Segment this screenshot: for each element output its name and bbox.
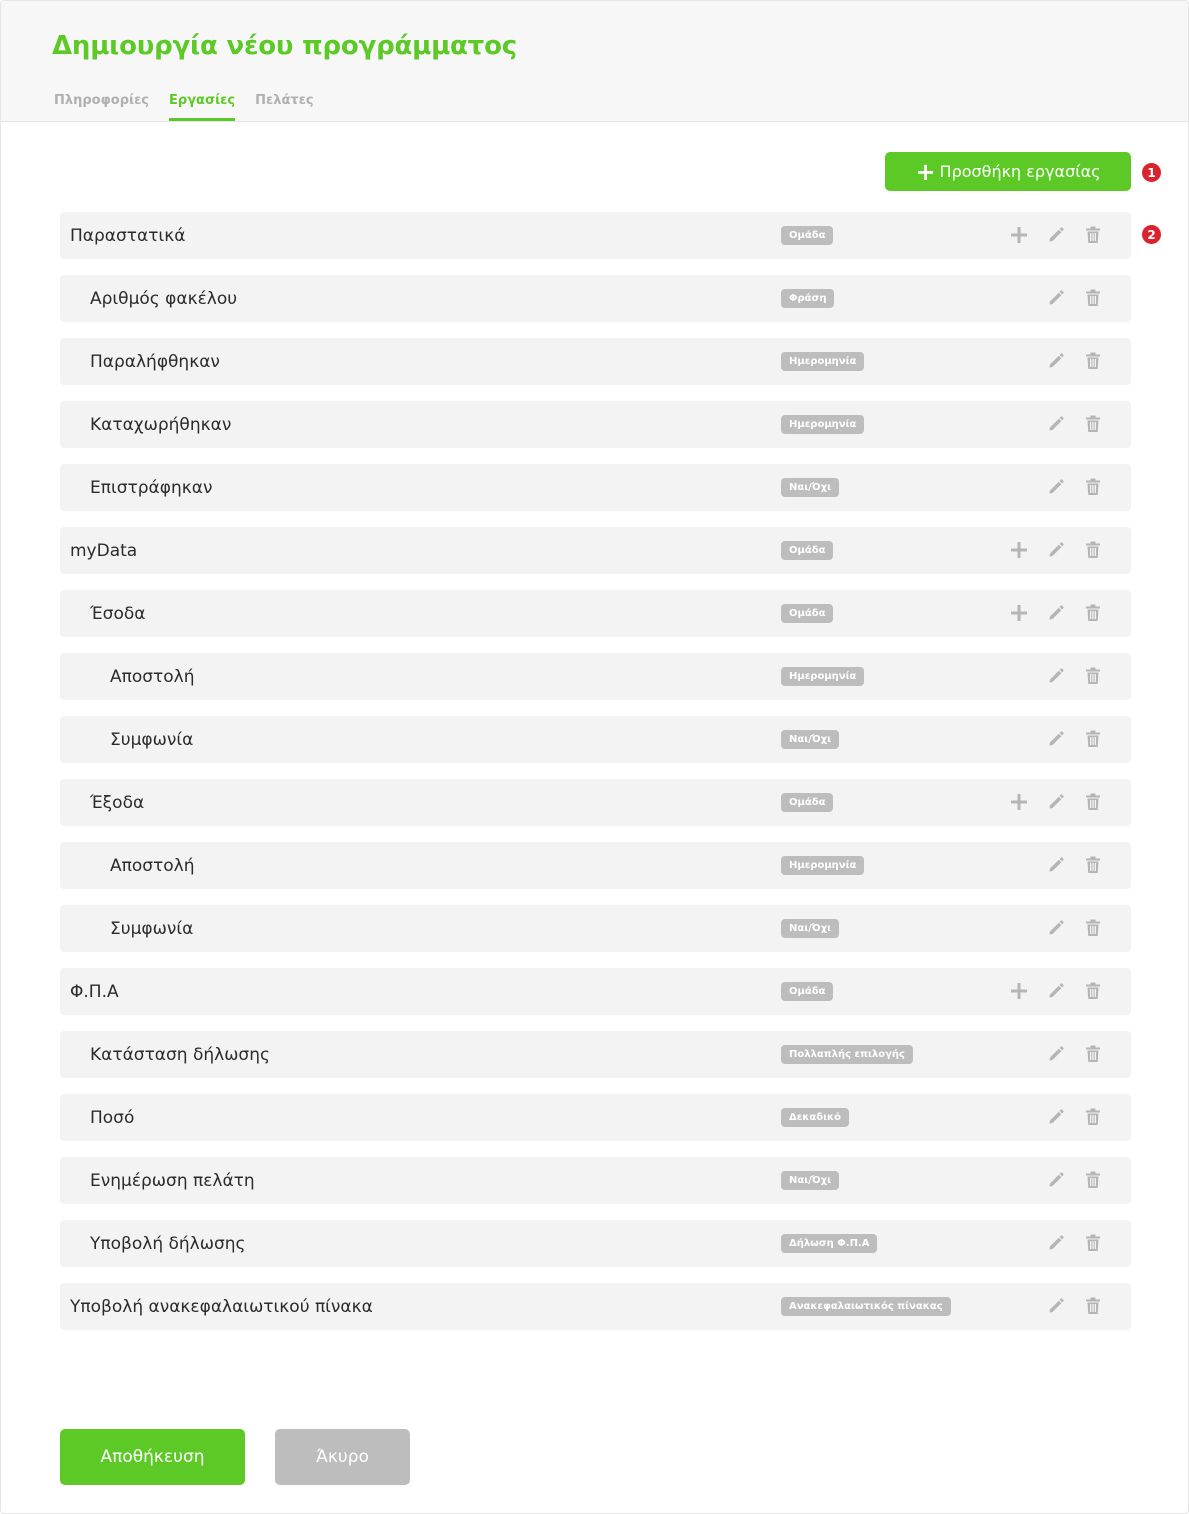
task-label: Αριθμός φακέλου (90, 289, 238, 309)
task-group-row (60, 527, 1131, 574)
pencil-icon[interactable] (1046, 477, 1066, 497)
plus-icon: + (915, 157, 936, 186)
task-type-badge: Ανακεφαλαιωτικός πίνακας (781, 1297, 951, 1316)
task-type-badge: Ομάδα (781, 793, 833, 812)
pencil-icon[interactable] (1046, 792, 1066, 812)
pencil-icon[interactable] (1046, 414, 1066, 434)
task-label: Συμφωνία (110, 730, 194, 750)
task-label: Φ.Π.Α (70, 982, 119, 1002)
task-row (60, 275, 1131, 322)
task-row (60, 1283, 1131, 1330)
trash-icon[interactable] (1083, 729, 1103, 749)
tab-tasks[interactable]: Εργασίες (169, 93, 235, 121)
trash-icon[interactable] (1083, 225, 1103, 245)
trash-icon[interactable] (1083, 792, 1103, 812)
pencil-icon[interactable] (1046, 1170, 1066, 1190)
plus-icon[interactable] (1009, 981, 1029, 1001)
add-task-button[interactable] (885, 152, 1131, 191)
pencil-icon[interactable] (1046, 225, 1066, 245)
task-group-row (60, 968, 1131, 1015)
task-type-badge: Δεκαδικό (781, 1108, 849, 1127)
task-label: Έξοδα (90, 793, 145, 813)
task-type-badge: Πολλαπλής επιλογής (781, 1045, 913, 1064)
plus-icon[interactable] (1009, 225, 1029, 245)
task-row (60, 842, 1131, 889)
trash-icon[interactable] (1083, 1044, 1103, 1064)
task-label: Αποστολή (110, 856, 195, 876)
page-header (1, 1, 1188, 122)
trash-icon[interactable] (1083, 666, 1103, 686)
annotation-marker-2: 2 (1142, 225, 1161, 244)
pencil-icon[interactable] (1046, 288, 1066, 308)
task-label: Έσοδα (90, 604, 146, 624)
task-label: Καταχωρήθηκαν (90, 415, 232, 435)
task-row (60, 716, 1131, 763)
task-label: Συμφωνία (110, 919, 194, 939)
task-row (60, 1157, 1131, 1204)
task-type-badge: Ομάδα (781, 982, 833, 1001)
pencil-icon[interactable] (1046, 666, 1066, 686)
pencil-icon[interactable] (1046, 351, 1066, 371)
task-list (60, 212, 1131, 1346)
task-label: Αποστολή (110, 667, 195, 687)
task-type-badge: Δήλωση Φ.Π.Α (781, 1234, 877, 1253)
tab-info[interactable]: Πληροφορίες (54, 93, 150, 108)
pencil-icon[interactable] (1046, 855, 1066, 875)
pencil-icon[interactable] (1046, 729, 1066, 749)
save-button[interactable]: Αποθήκευση (60, 1429, 245, 1485)
task-row (60, 338, 1131, 385)
pencil-icon[interactable] (1046, 981, 1066, 1001)
trash-icon[interactable] (1083, 540, 1103, 560)
task-label: Ποσό (90, 1108, 135, 1128)
trash-icon[interactable] (1083, 855, 1103, 875)
task-type-badge: Ναι/Όχι (781, 478, 839, 497)
plus-icon[interactable] (1009, 540, 1029, 560)
task-row (60, 653, 1131, 700)
task-type-badge: Ημερομηνία (781, 856, 864, 875)
task-type-badge: Ναι/Όχι (781, 1171, 839, 1190)
trash-icon[interactable] (1083, 414, 1103, 434)
annotation-marker-1: 1 (1142, 163, 1161, 182)
trash-icon[interactable] (1083, 981, 1103, 1001)
trash-icon[interactable] (1083, 288, 1103, 308)
plus-icon[interactable] (1009, 603, 1029, 623)
add-task-label: Προσθήκη εργασίας (939, 162, 1101, 181)
cancel-button[interactable]: Άκυρο (275, 1429, 410, 1485)
pencil-icon[interactable] (1046, 540, 1066, 560)
trash-icon[interactable] (1083, 1107, 1103, 1127)
page-title: Δημιουργία νέου προγράμματος (52, 31, 517, 61)
task-type-badge: Ημερομηνία (781, 415, 864, 434)
trash-icon[interactable] (1083, 477, 1103, 497)
pencil-icon[interactable] (1046, 1296, 1066, 1316)
task-group-row (60, 212, 1131, 259)
task-row (60, 1220, 1131, 1267)
task-row (60, 905, 1131, 952)
task-row (60, 464, 1131, 511)
pencil-icon[interactable] (1046, 1107, 1066, 1127)
pencil-icon[interactable] (1046, 603, 1066, 623)
trash-icon[interactable] (1083, 603, 1103, 623)
task-group-row (60, 779, 1131, 826)
trash-icon[interactable] (1083, 351, 1103, 371)
task-label: Ενημέρωση πελάτη (90, 1171, 255, 1191)
task-row (60, 1094, 1131, 1141)
trash-icon[interactable] (1083, 918, 1103, 938)
task-row (60, 401, 1131, 448)
task-type-badge: Ημερομηνία (781, 352, 864, 371)
task-label: Υποβολή δήλωσης (90, 1234, 246, 1254)
task-label: Παραστατικά (70, 226, 186, 246)
task-type-badge: Ομάδα (781, 226, 833, 245)
tab-clients[interactable]: Πελάτες (255, 93, 314, 108)
task-label: Κατάσταση δήλωσης (90, 1045, 270, 1065)
task-group-row (60, 590, 1131, 637)
pencil-icon[interactable] (1046, 1044, 1066, 1064)
trash-icon[interactable] (1083, 1233, 1103, 1253)
task-label: Επιστράφηκαν (90, 478, 213, 498)
task-type-badge: Ομάδα (781, 541, 833, 560)
task-label: Υποβολή ανακεφαλαιωτικού πίνακα (70, 1297, 373, 1317)
task-type-badge: Ναι/Όχι (781, 730, 839, 749)
task-type-badge: Ομάδα (781, 604, 833, 623)
task-type-badge: Ημερομηνία (781, 667, 864, 686)
trash-icon[interactable] (1083, 1296, 1103, 1316)
task-label: Παραλήφθηκαν (90, 352, 220, 372)
task-label: myData (70, 541, 138, 561)
task-type-badge: Ναι/Όχι (781, 919, 839, 938)
pencil-icon[interactable] (1046, 918, 1066, 938)
pencil-icon[interactable] (1046, 1233, 1066, 1253)
tab-bar (54, 93, 334, 121)
task-row (60, 1031, 1131, 1078)
task-type-badge: Φράση (781, 289, 834, 308)
plus-icon[interactable] (1009, 792, 1029, 812)
trash-icon[interactable] (1083, 1170, 1103, 1190)
